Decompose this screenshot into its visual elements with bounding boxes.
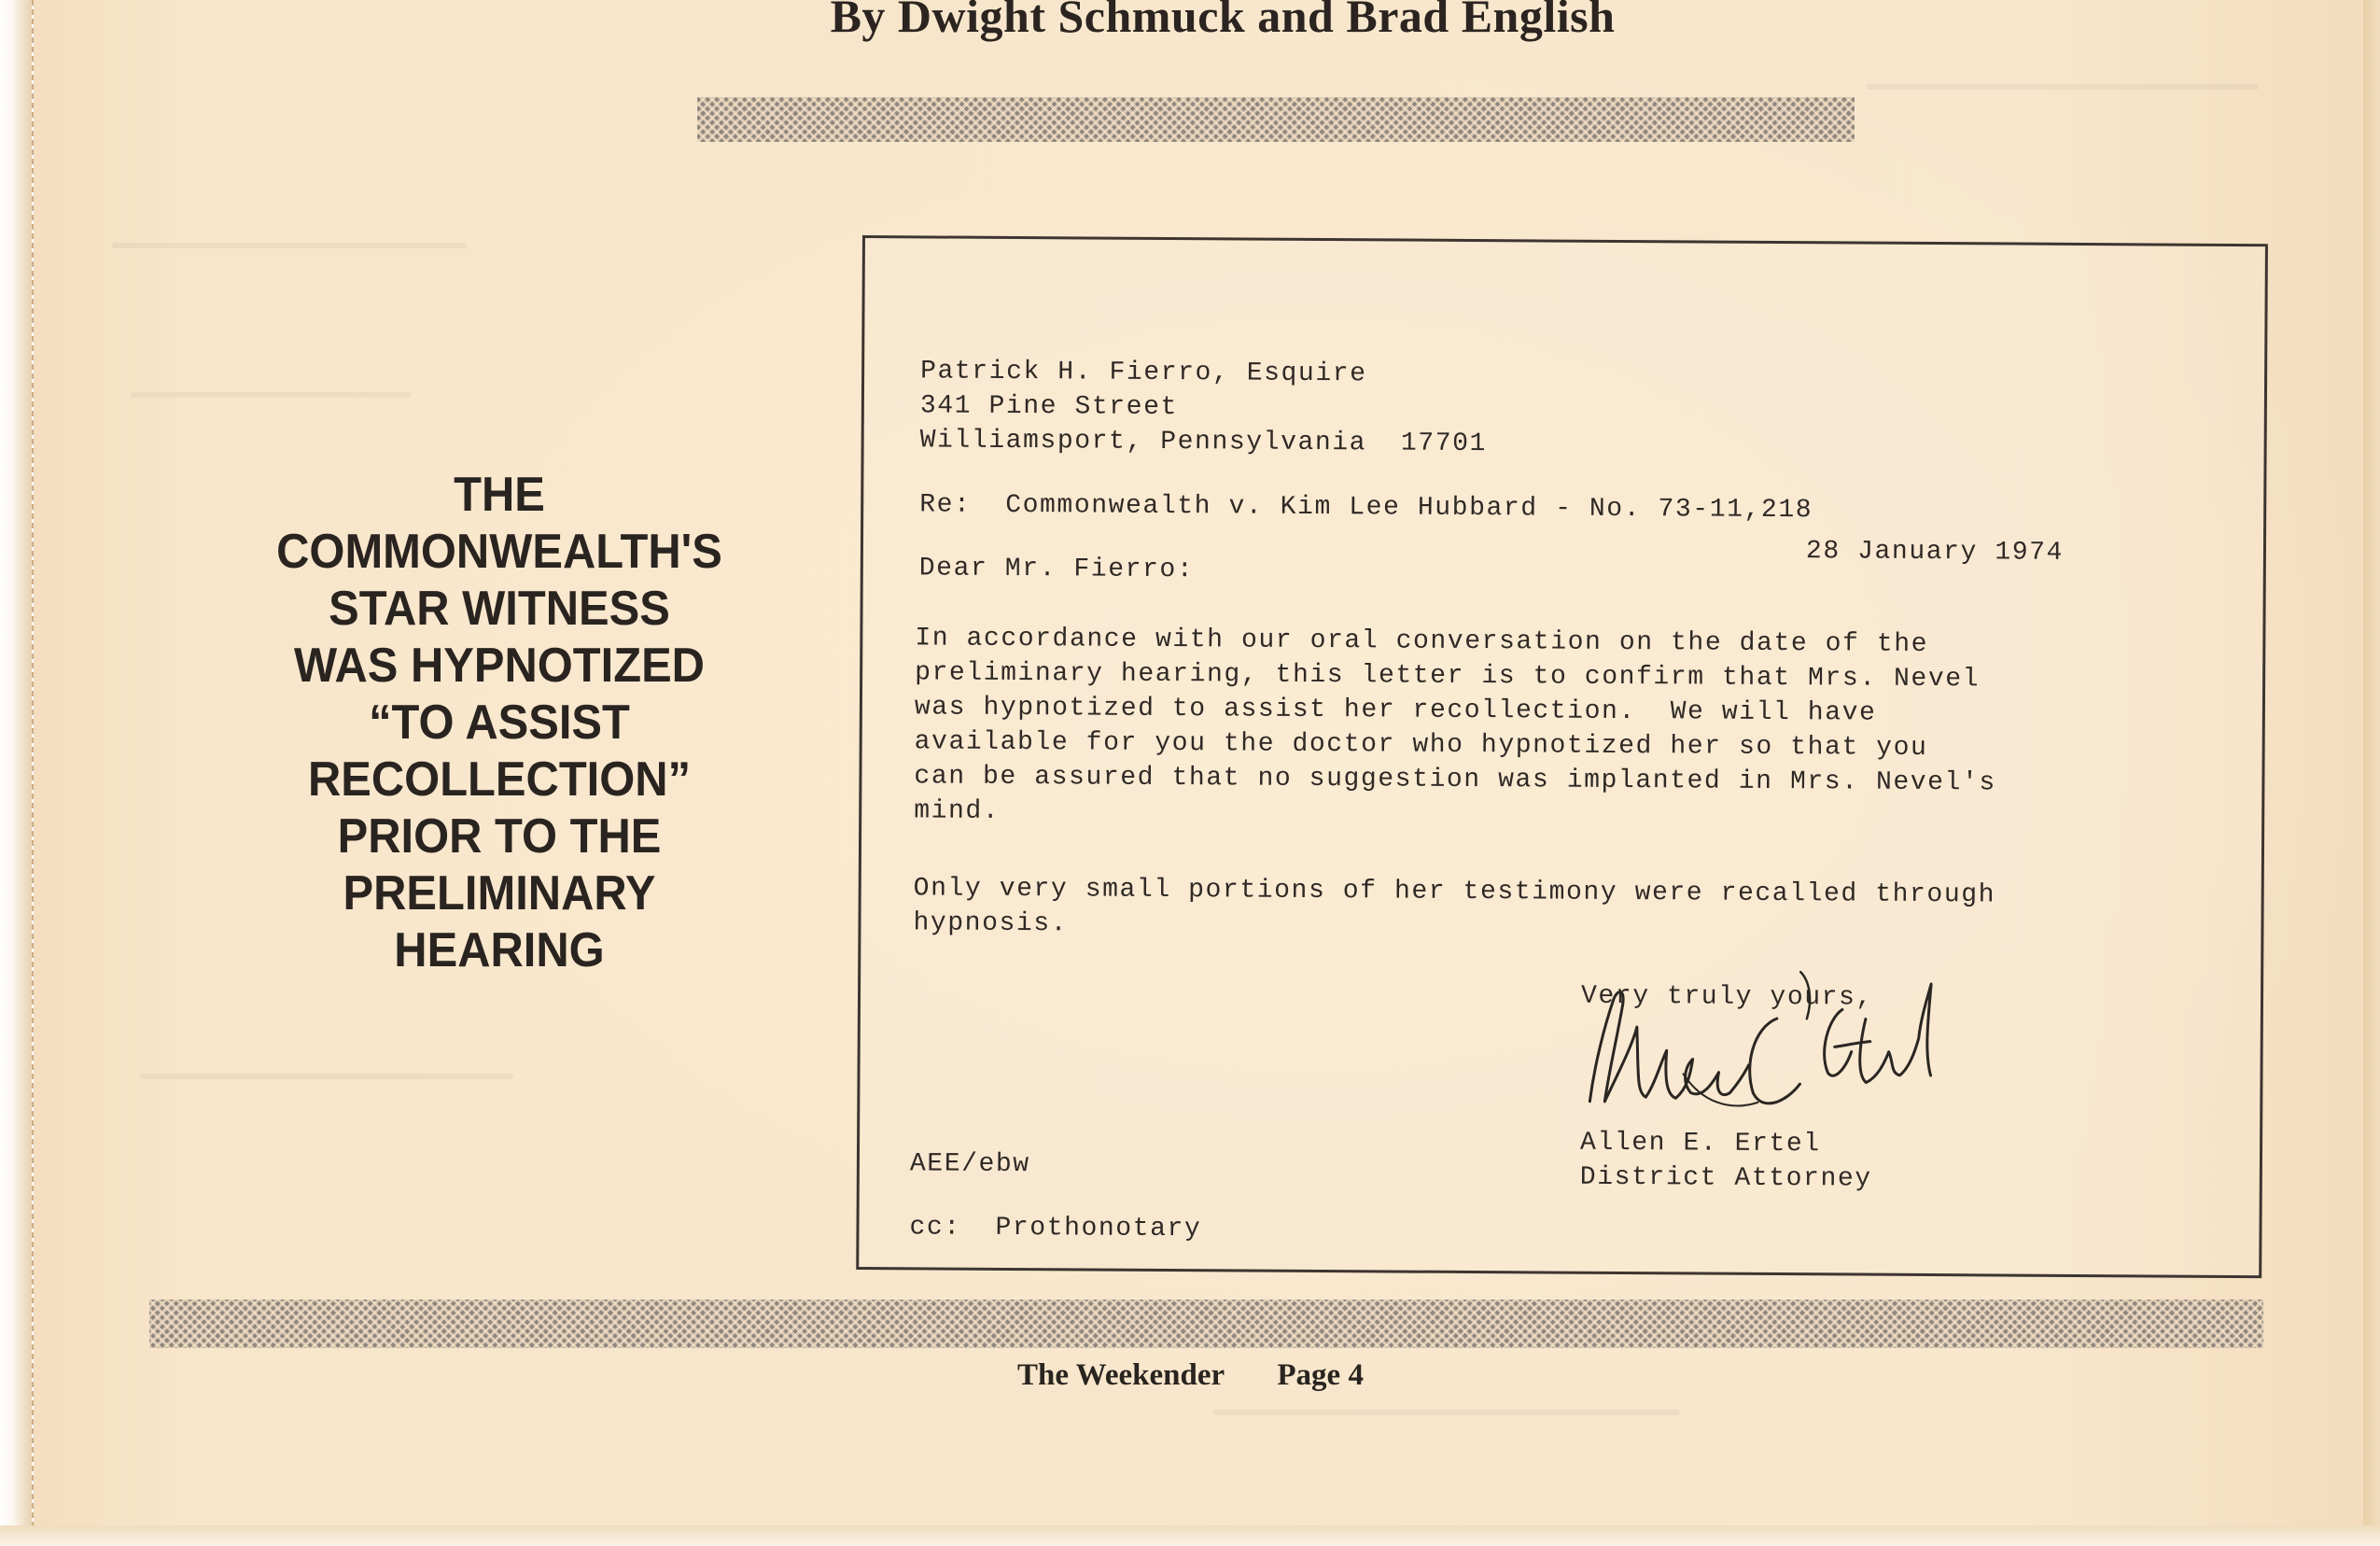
bleed-through-mark	[1213, 1410, 1680, 1415]
paragraph-line: hypnosis.	[913, 908, 1069, 939]
paragraph-line: Only very small portions of her testimony were recalled through	[913, 874, 1996, 910]
headline-line: STAR WITNESS	[329, 582, 670, 636]
headline-line: THE	[454, 468, 545, 522]
letter-subject-line: Re: Commonwealth v. Kim Lee Hubbard - No. 73-11,218	[919, 490, 1813, 526]
letter-date: 28 January 1974	[1805, 537, 2065, 568]
address-line: Patrick H. Fierro, Esquire	[920, 357, 1367, 389]
letter-closing: Very truly yours,	[1580, 981, 1873, 1013]
handwritten-signature	[1561, 962, 1954, 1142]
page-footer	[1017, 1358, 1364, 1393]
headline-line: PRIOR TO THE	[337, 809, 662, 864]
paragraph-line: can be assured that no suggestion was implanted in Mrs. Nevel's	[914, 762, 1996, 798]
top-halftone-rule	[697, 97, 1855, 142]
article-headline	[210, 467, 789, 979]
paragraph-line: In accordance with our oral conversation on the date of the	[915, 624, 1929, 659]
paragraph-line: preliminary hearing, this letter is to confirm that Mrs. Nevel	[915, 658, 1981, 695]
bleed-through-mark	[112, 243, 467, 248]
page-bottom-edge	[0, 1525, 2380, 1546]
headline-line: “TO ASSIST	[369, 696, 630, 750]
bleed-through-mark	[131, 392, 411, 398]
address-line: Williamsport, Pennsylvania 17701	[919, 426, 1488, 459]
signer-name: Allen E. Ertel	[1579, 1128, 1821, 1160]
paragraph-line: was hypnotized to assist her recollection. We will have	[914, 693, 1877, 728]
paragraph-line: available for you the doctor who hypnotized her so that you	[914, 727, 1928, 763]
page-right-edge	[2363, 0, 2380, 1546]
bleed-through-mark	[1867, 84, 2259, 90]
letter-carbon-copy: cc: Prothonotary	[909, 1213, 1202, 1244]
headline-line: COMMONWEALTH'S	[276, 525, 722, 579]
article-byline: By Dwight Schmuck and Brad English	[830, 0, 1616, 42]
paragraph-line: mind.	[914, 796, 1001, 826]
address-line: 341 Pine Street	[919, 391, 1179, 423]
letter-signer-block	[1580, 1126, 1872, 1197]
letter-reference-initials: AEE/ebw	[909, 1149, 1030, 1180]
letter-paragraph-2	[913, 871, 1995, 947]
headline-line: HEARING	[394, 923, 605, 977]
letter-reproduction	[856, 235, 2268, 1278]
letter-salutation: Dear Mr. Fierro:	[918, 554, 1195, 585]
headline-line: RECOLLECTION”	[307, 752, 692, 807]
page-left-edge	[0, 0, 34, 1546]
page-number: Page 4	[1277, 1358, 1364, 1392]
headline-line: WAS HYPNOTIZED	[294, 639, 705, 693]
publication-name: The Weekender	[1017, 1358, 1225, 1392]
letter-address	[920, 354, 1488, 461]
letter-paragraph-1	[914, 621, 1997, 835]
bottom-halftone-rule	[149, 1300, 2263, 1348]
headline-line: PRELIMINARY	[343, 866, 656, 921]
signer-title: District Attorney	[1579, 1162, 1872, 1194]
bleed-through-mark	[140, 1074, 513, 1079]
